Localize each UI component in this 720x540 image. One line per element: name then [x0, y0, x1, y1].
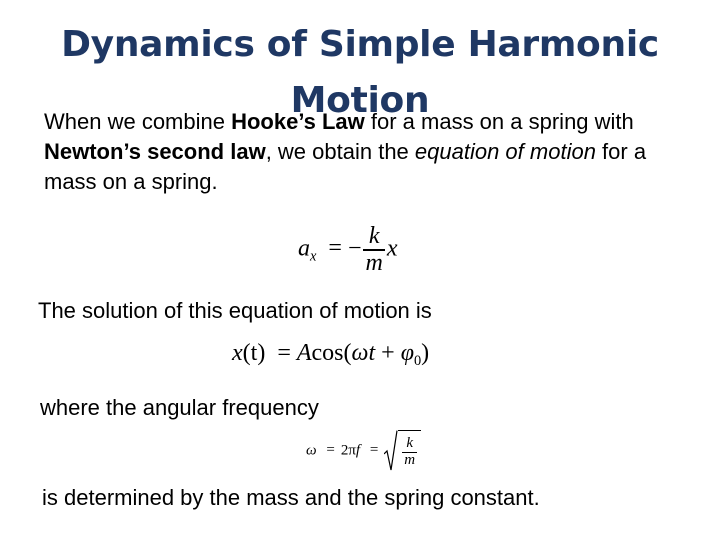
eq2-equals: = [277, 340, 291, 366]
eq3-omega: ω [306, 442, 317, 459]
eq3-denominator: m [404, 451, 416, 468]
eq1-equals: = [328, 235, 342, 262]
intro-text-2: for a mass on a spring with [364, 109, 634, 134]
eq1-variable: x [386, 235, 398, 262]
equation-angular-frequency [306, 430, 421, 472]
angular-frequency-text: where the angular frequency [40, 395, 319, 420]
eq2-plus: + [381, 340, 395, 366]
intro-paragraph [44, 107, 664, 197]
eq2-phi: φ [400, 340, 414, 366]
eq1-denominator: m [365, 249, 383, 276]
eq1-lhs: a [298, 235, 310, 262]
solution-text: The solution of this equation of motion is [38, 298, 432, 323]
eq3-equals-1: = [326, 442, 335, 459]
eq2-close-paren: ) [421, 340, 430, 366]
closing-text: is determined by the mass and the spring constant. [42, 485, 540, 510]
eq3-numerator: k [406, 434, 414, 451]
intro-text-3: , we obtain the [265, 139, 415, 164]
eq1-minus: − [347, 235, 362, 262]
eq2-cos: cos( [311, 340, 352, 366]
intro-text-4: for a mass on a spring. [44, 139, 647, 194]
intro-bold-newtons-law: Newton’s second law [44, 139, 266, 164]
eq2-time: t [368, 340, 376, 366]
eq2-arg: (t) [242, 340, 266, 366]
eq1-numerator: k [368, 223, 380, 249]
eq1-lhs-sub: x [310, 248, 317, 265]
radical-sign-icon [384, 430, 398, 472]
eq3-f: f [355, 442, 361, 459]
eq2-lhs: x [232, 340, 243, 366]
eq2-amplitude: A [296, 340, 312, 366]
intro-bold-hookes-law: Hooke’s Law [231, 109, 365, 134]
equation-solution [232, 340, 429, 370]
eq3-radicand [398, 430, 421, 472]
intro-italic-equation-of-motion: equation of motion [414, 139, 596, 164]
eq1-fraction [363, 224, 384, 276]
eq2-phi-sub: 0 [413, 353, 422, 370]
eq2-omega: ω [351, 340, 369, 366]
eq3-two-pi: 2π [340, 442, 356, 459]
slide-title: Dynamics of Simple Harmonic Motion [61, 24, 659, 121]
eq3-fraction [402, 436, 417, 469]
eq3-square-root [384, 430, 421, 472]
equation-acceleration [298, 224, 397, 276]
intro-text-1: When we combine [44, 109, 232, 134]
eq3-equals-2: = [369, 442, 379, 459]
